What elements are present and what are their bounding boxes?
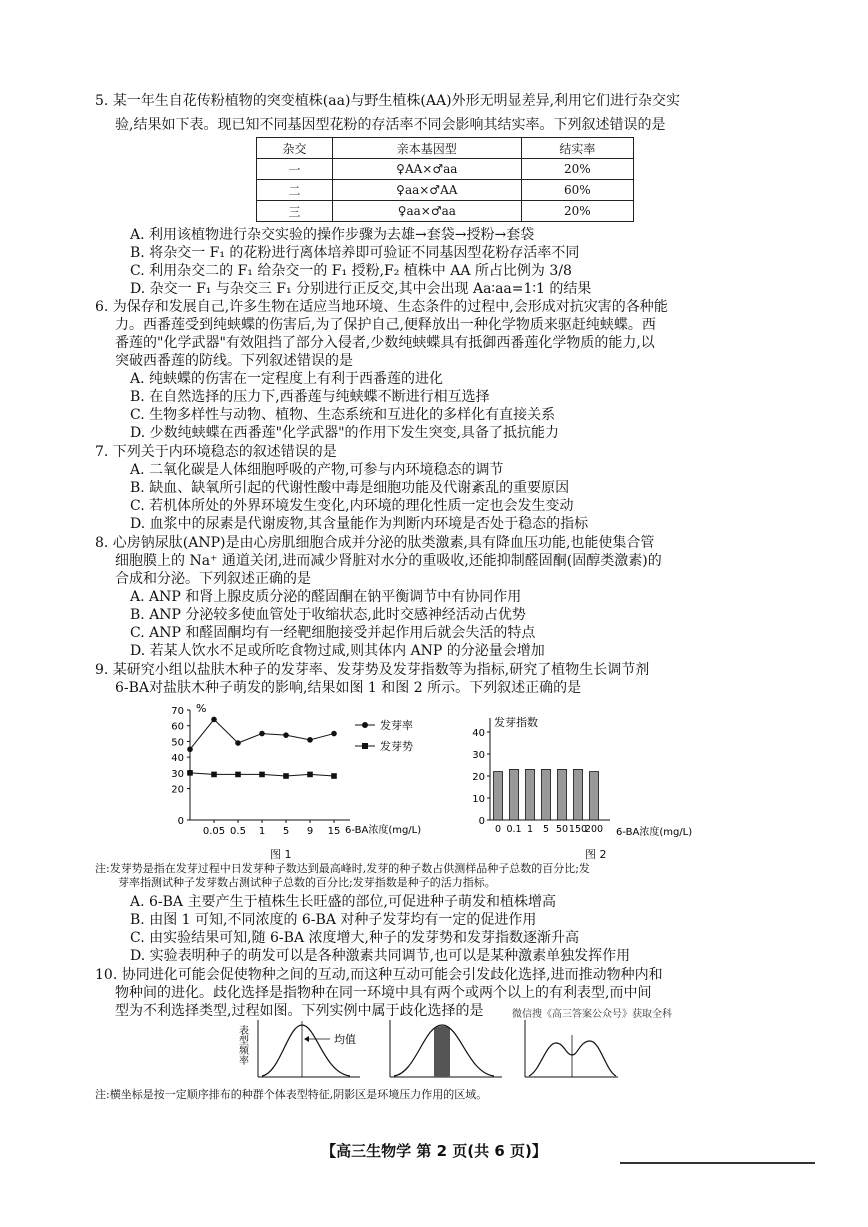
diagram-y-label: 表型频率: [236, 1025, 248, 1065]
figure2-bar-chart: [470, 712, 700, 850]
fig1-rate-point: [211, 717, 217, 723]
fig2-y-tick-label: 0: [478, 816, 485, 827]
table-header: 结实率: [521, 138, 633, 159]
fig2-caption: 图 2: [585, 848, 607, 861]
fig2-x-tick-label: 200: [584, 824, 604, 835]
fig1-rate-point: [331, 731, 337, 737]
q6-option-a: A. 纯蛱蝶的伤害在一定程度上有利于西番莲的进化: [130, 371, 444, 387]
fig2-x-tick-label: 1: [526, 824, 534, 835]
table-cell: 一: [257, 159, 333, 180]
q6-option-b: B. 在自然选择的压力下,西番莲与纯蛱蝶不断进行相互选择: [130, 389, 490, 405]
figure1-line-chart: [160, 700, 460, 850]
table-cell: 20%: [521, 201, 633, 222]
q7-option-a: A. 二氧化碳是人体细胞呼吸的产物,可参与内环境稳态的调节: [130, 462, 504, 478]
q9-note-line1: 注:发芽势是指在发芽过程中日发芽种子数达到最高峰时,发芽的种子数占供测样品种子总数的百分比;发: [95, 862, 590, 875]
fig1-energy-point: [307, 772, 313, 778]
table-header: 杂交: [257, 138, 333, 159]
fig2-x-tick-label: 50: [555, 824, 569, 835]
fig2-x-tick-label: 0.1: [506, 824, 522, 835]
legend-energy-label: 发芽势: [380, 740, 413, 753]
fig1-rate-point: [259, 731, 265, 737]
fig1-y-tick-label: 0: [177, 816, 184, 827]
panel3-curve: [529, 1041, 616, 1076]
table-header: 亲本基因型: [332, 138, 521, 159]
q7-option-c: C. 若机体所处的外界环境发生变化,内环境的理化性质一定也会发生变动: [130, 498, 574, 514]
q10-stem-line3: 型为不利选择类型,过程如图。下列实例中属于歧化选择的是: [115, 1003, 484, 1019]
fig1-energy-point: [331, 773, 337, 779]
fig1-energy-point: [211, 772, 217, 778]
fig1-y-tick-label: 20: [171, 784, 184, 796]
fig1-energy-point: [283, 773, 289, 779]
q6-stem-line4: 突破西番莲的防线。下列叙述错误的是: [115, 353, 353, 369]
fig1-x-tick-label: 9: [306, 826, 314, 837]
fig2-bar: [494, 772, 503, 820]
fig1-energy-point: [235, 772, 241, 778]
fig2-y-tick-label: 30: [472, 750, 485, 761]
fig1-x-axis-label: 6-BA浓度(mg/L): [345, 825, 422, 836]
table-cell: 二: [257, 180, 333, 201]
fig1-y-tick-label: 40: [171, 753, 184, 765]
footer-rule: [620, 1162, 815, 1164]
fig1-x-tick-label: 0.05: [202, 826, 226, 837]
q8-stem-line1: 8. 心房钠尿肽(ANP)是由心房肌细胞合成并分泌的肽类激素,具有降血压功能,也能使集合管: [95, 535, 655, 551]
fig1-y-tick-label: 70: [171, 706, 184, 717]
q9-option-c: C. 由实验结果可知,随 6-BA 浓度增大,种子的发芽势和发芽指数逐渐升高: [130, 930, 579, 946]
fig2-bar: [510, 769, 519, 820]
q8-stem-line3: 合成和分泌。下列叙述正确的是: [115, 571, 311, 587]
q6-stem-line1: 6. 为保存和发展自己,许多生物在适应当地环境、生态条件的过程中,会形成对抗灾害的各种能: [95, 299, 668, 315]
fig1-x-tick-label: 15: [327, 826, 341, 837]
q7-option-d: D. 血浆中的尿素是代谢废物,其含量能作为判断内环境是否处于稳态的指标: [130, 516, 589, 532]
table-cell: ♀aa×♂aa: [332, 201, 521, 222]
table-cell: 三: [257, 201, 333, 222]
table-row: [257, 180, 634, 201]
q5-option-c: C. 利用杂交二的 F₁ 给杂交一的 F₁ 授粉,F₂ 植株中 AA 所占比例为 3/8: [130, 263, 572, 279]
fig2-y-tick-label: 10: [472, 794, 485, 805]
legend-rate-marker: [362, 722, 368, 728]
fig1-x-tick-label: 5: [282, 826, 290, 837]
q5-stem-line1: 5. 某一年生自花传粉植物的突变植株(aa)与野生植株(AA)外形无明显差异,利用它们进行杂交实: [95, 93, 681, 109]
q9-option-b: B. 由图 1 可知,不同浓度的 6-BA 对种子发芽均有一定的促进作用: [130, 912, 537, 928]
fig1-y-tick-label: 30: [171, 768, 184, 780]
q8-stem-line2: 细胞膜上的 Na⁺ 通道关闭,进而减少肾脏对水分的重吸收,还能抑制醛固酮(固醇类激素)的: [115, 553, 662, 569]
fig1-rate-point: [283, 732, 289, 738]
q7-option-b: B. 缺血、缺氧所引起的代谢性酸中毒是细胞功能及代谢紊乱的重要原因: [130, 480, 570, 496]
fig2-y-axis-label: 发芽指数: [494, 716, 538, 729]
q8-option-b: B. ANP 分泌较多使血管处于收缩状态,此时交感神经活动占优势: [130, 607, 526, 623]
table-cell: 60%: [521, 180, 633, 201]
fig1-legend: [355, 718, 413, 753]
disruptive-selection-diagram: [236, 1015, 620, 1085]
page-footer: 【高三生物学 第 2 页(共 6 页)】: [321, 1142, 547, 1160]
q10-note: 注:横坐标是按一定顺序排布的种群个体表型特征,阴影区是环境压力作用的区域。: [95, 1088, 488, 1101]
fig2-bar: [590, 772, 599, 820]
fig2-bar: [526, 769, 535, 820]
fig2-x-axis-label: 6-BA浓度(mg/L): [616, 827, 693, 838]
q5-stem-line2: 验,结果如下表。现已知不同基因型花粉的存活率不同会影响其结实率。下列叙述错误的是: [115, 117, 666, 133]
fig2-bar: [574, 769, 583, 820]
q9-stem-line1: 9. 某研究小组以盐肤木种子的发芽率、发芽势及发芽指数等为指标,研究了植物生长调节剂: [95, 662, 650, 678]
fig1-x-tick-label: 0.5: [230, 826, 246, 837]
q9-note-line2: 芽率指测试种子发芽数占测试种子总数的百分比;发芽指数是种子的活力指标。: [118, 876, 496, 889]
fig2-x-tick-label: 5: [542, 824, 550, 835]
fig1-y-tick-label: 60: [171, 721, 184, 733]
fig2-y-tick-label: 40: [472, 728, 485, 739]
q8-option-c: C. ANP 和醛固酮均有一经靶细胞接受并起作用后就会失活的特点: [130, 625, 536, 641]
q6-stem-line3: 番莲的"化学武器"有效阻挡了部分入侵者,少数纯蛱蝶具有抵御西番莲化学物质的能力,以: [115, 335, 655, 351]
fig2-x-tick-label: 150: [568, 824, 588, 835]
table-row: [257, 201, 634, 222]
q6-option-d: D. 少数纯蛱蝶在西番莲"化学武器"的作用下发生突变,具备了抵抗能力: [130, 425, 559, 441]
fig1-caption: 图 1: [270, 848, 292, 861]
table-header-row: [257, 138, 634, 159]
q7-stem-line1: 7. 下列关于内环境稳态的叙述错误的是: [95, 444, 337, 460]
table-cell: 20%: [521, 159, 633, 180]
fig1-x-tick-label: 1: [258, 826, 266, 837]
q8-option-a: A. ANP 和肾上腺皮质分泌的醛固酮在钠平衡调节中有协同作用: [130, 589, 522, 605]
fig1-rate-point: [307, 737, 313, 743]
mean-label: 均值: [334, 1033, 356, 1046]
fig1-rate-point: [187, 746, 193, 752]
q6-option-c: C. 生物多样性与动物、植物、生态系统和互进化的多样化有直接关系: [130, 407, 556, 423]
table-cell: ♀AA×♂aa: [332, 159, 521, 180]
fig2-bar: [542, 769, 551, 820]
arrow-head-icon: [304, 1036, 309, 1042]
fig1-energy-point: [259, 772, 265, 778]
q10-stem-line1: 10. 协同进化可能会促使物种之间的互动,而这种互动可能会引发歧化选择,进而推动物种内和: [95, 967, 663, 983]
fig2-x-tick-label: 0: [494, 824, 502, 835]
fig1-rate-point: [235, 740, 241, 746]
fig1-unit-label: %: [196, 702, 207, 715]
q5-option-a: A. 利用该植物进行杂交实验的操作步骤为去雄→套袋→授粉→套袋: [130, 227, 535, 243]
q9-option-d: D. 实验表明种子的萌发可以是各种激素共同调节,也可以是某种激素单独发挥作用: [130, 948, 631, 964]
table-cell: ♀aa×♂AA: [332, 180, 521, 201]
q5-option-b: B. 将杂交一 F₁ 的花粉进行离体培养即可验证不同基因型花粉存活率不同: [130, 245, 580, 261]
q5-cross-table: [256, 137, 634, 222]
legend-energy-marker: [362, 743, 368, 749]
table-row: [257, 159, 634, 180]
panel2-shaded-region: [434, 1026, 450, 1077]
q8-option-d: D. 若某人饮水不足或所吃食物过咸,则其体内 ANP 的分泌量会增加: [130, 643, 545, 659]
q5-option-d: D. 杂交一 F₁ 与杂交三 F₁ 分别进行正反交,其中会出现 Aa∶aa=1∶1 的结果: [130, 281, 592, 297]
q9-stem-line2: 6-BA对盐肤木种子萌发的影响,结果如图 1 和图 2 所示。下列叙述正确的是: [115, 680, 582, 696]
q6-stem-line2: 力。西番莲受到纯蛱蝶的伤害后,为了保护自己,便释放出一种化学物质来驱赶纯蛱蝶。西: [115, 317, 656, 333]
watermark-text: 微信搜《高三答案公众号》获取全科: [512, 1009, 672, 1020]
fig2-bar: [558, 769, 567, 820]
q9-option-a: A. 6-BA 主要产生于植株生长旺盛的部位,可促进种子萌发和植株增高: [130, 894, 556, 910]
q10-stem-line2: 物种间的进化。歧化选择是指物种在同一环境中具有两个或两个以上的有利表型,而中间: [115, 985, 652, 1001]
legend-rate-label: 发芽率: [380, 719, 413, 732]
fig2-y-tick-label: 20: [472, 772, 485, 783]
fig1-energy-point: [187, 770, 193, 776]
fig1-y-tick-label: 50: [171, 737, 184, 749]
